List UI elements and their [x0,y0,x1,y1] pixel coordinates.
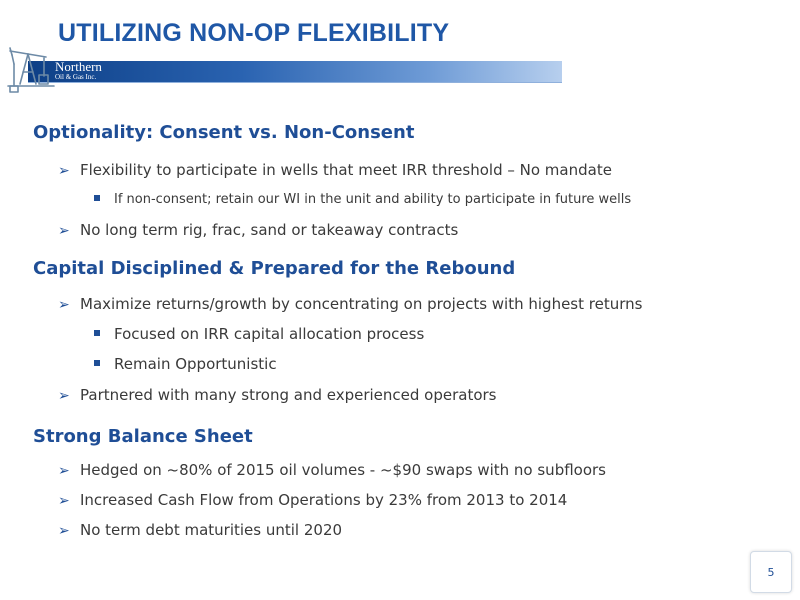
bullet-item [58,295,642,313]
sub-bullet-text: Focused on IRR capital allocation process [114,325,425,343]
bullet-item [58,521,342,539]
bullet-item [58,221,458,239]
bullet-text: Flexibility to participate in wells that meet IRR threshold – No mandate [80,161,612,179]
square-bullet-icon [94,360,100,366]
arrowhead-bullet-icon: ➢ [58,388,70,404]
bullet-item [58,491,567,509]
arrowhead-bullet-icon: ➢ [58,523,70,539]
arrowhead-bullet-icon: ➢ [58,223,70,239]
arrowhead-bullet-icon: ➢ [58,493,70,509]
bullet-text: Maximize returns/growth by concentrating on projects with highest returns [80,295,643,313]
bullet-item [58,161,612,179]
section-heading: Capital Disciplined & Prepared for the Rebound [33,258,516,279]
sub-bullet-item [94,192,631,207]
arrowhead-bullet-icon: ➢ [58,463,70,479]
bullet-item [58,386,497,404]
logo-name-line2: Oil & Gas Inc. [55,73,97,81]
sub-bullet-item [94,325,424,343]
logo-name-line1: Northern [55,59,102,74]
bullet-text: No term debt maturities until 2020 [80,521,343,539]
square-bullet-icon [94,330,100,336]
bullet-text: Partnered with many strong and experienced operators [80,386,497,404]
sub-bullet-item [94,355,277,373]
section-heading: Optionality: Consent vs. Non-Consent [33,122,415,143]
sub-bullet-text: If non-consent; retain our WI in the unit and ability to participate in future wells [114,192,632,207]
sub-bullet-text: Remain Opportunistic [114,355,277,373]
arrowhead-bullet-icon: ➢ [58,297,70,313]
page-number: 5 [750,551,792,593]
section-heading: Strong Balance Sheet [33,426,253,447]
square-bullet-icon [94,195,100,201]
bullet-text: Increased Cash Flow from Operations by 23% from 2013 to 2014 [80,491,568,509]
bullet-text: Hedged on ~80% of 2015 oil volumes - ~$90 swaps with no subfloors [80,461,606,479]
arrowhead-bullet-icon: ➢ [58,163,70,179]
bullet-text: No long term rig, frac, sand or takeaway contracts [80,221,459,239]
bullet-item [58,461,606,479]
slide-title: UTILIZING NON-OP FLEXIBILITY [58,19,450,47]
